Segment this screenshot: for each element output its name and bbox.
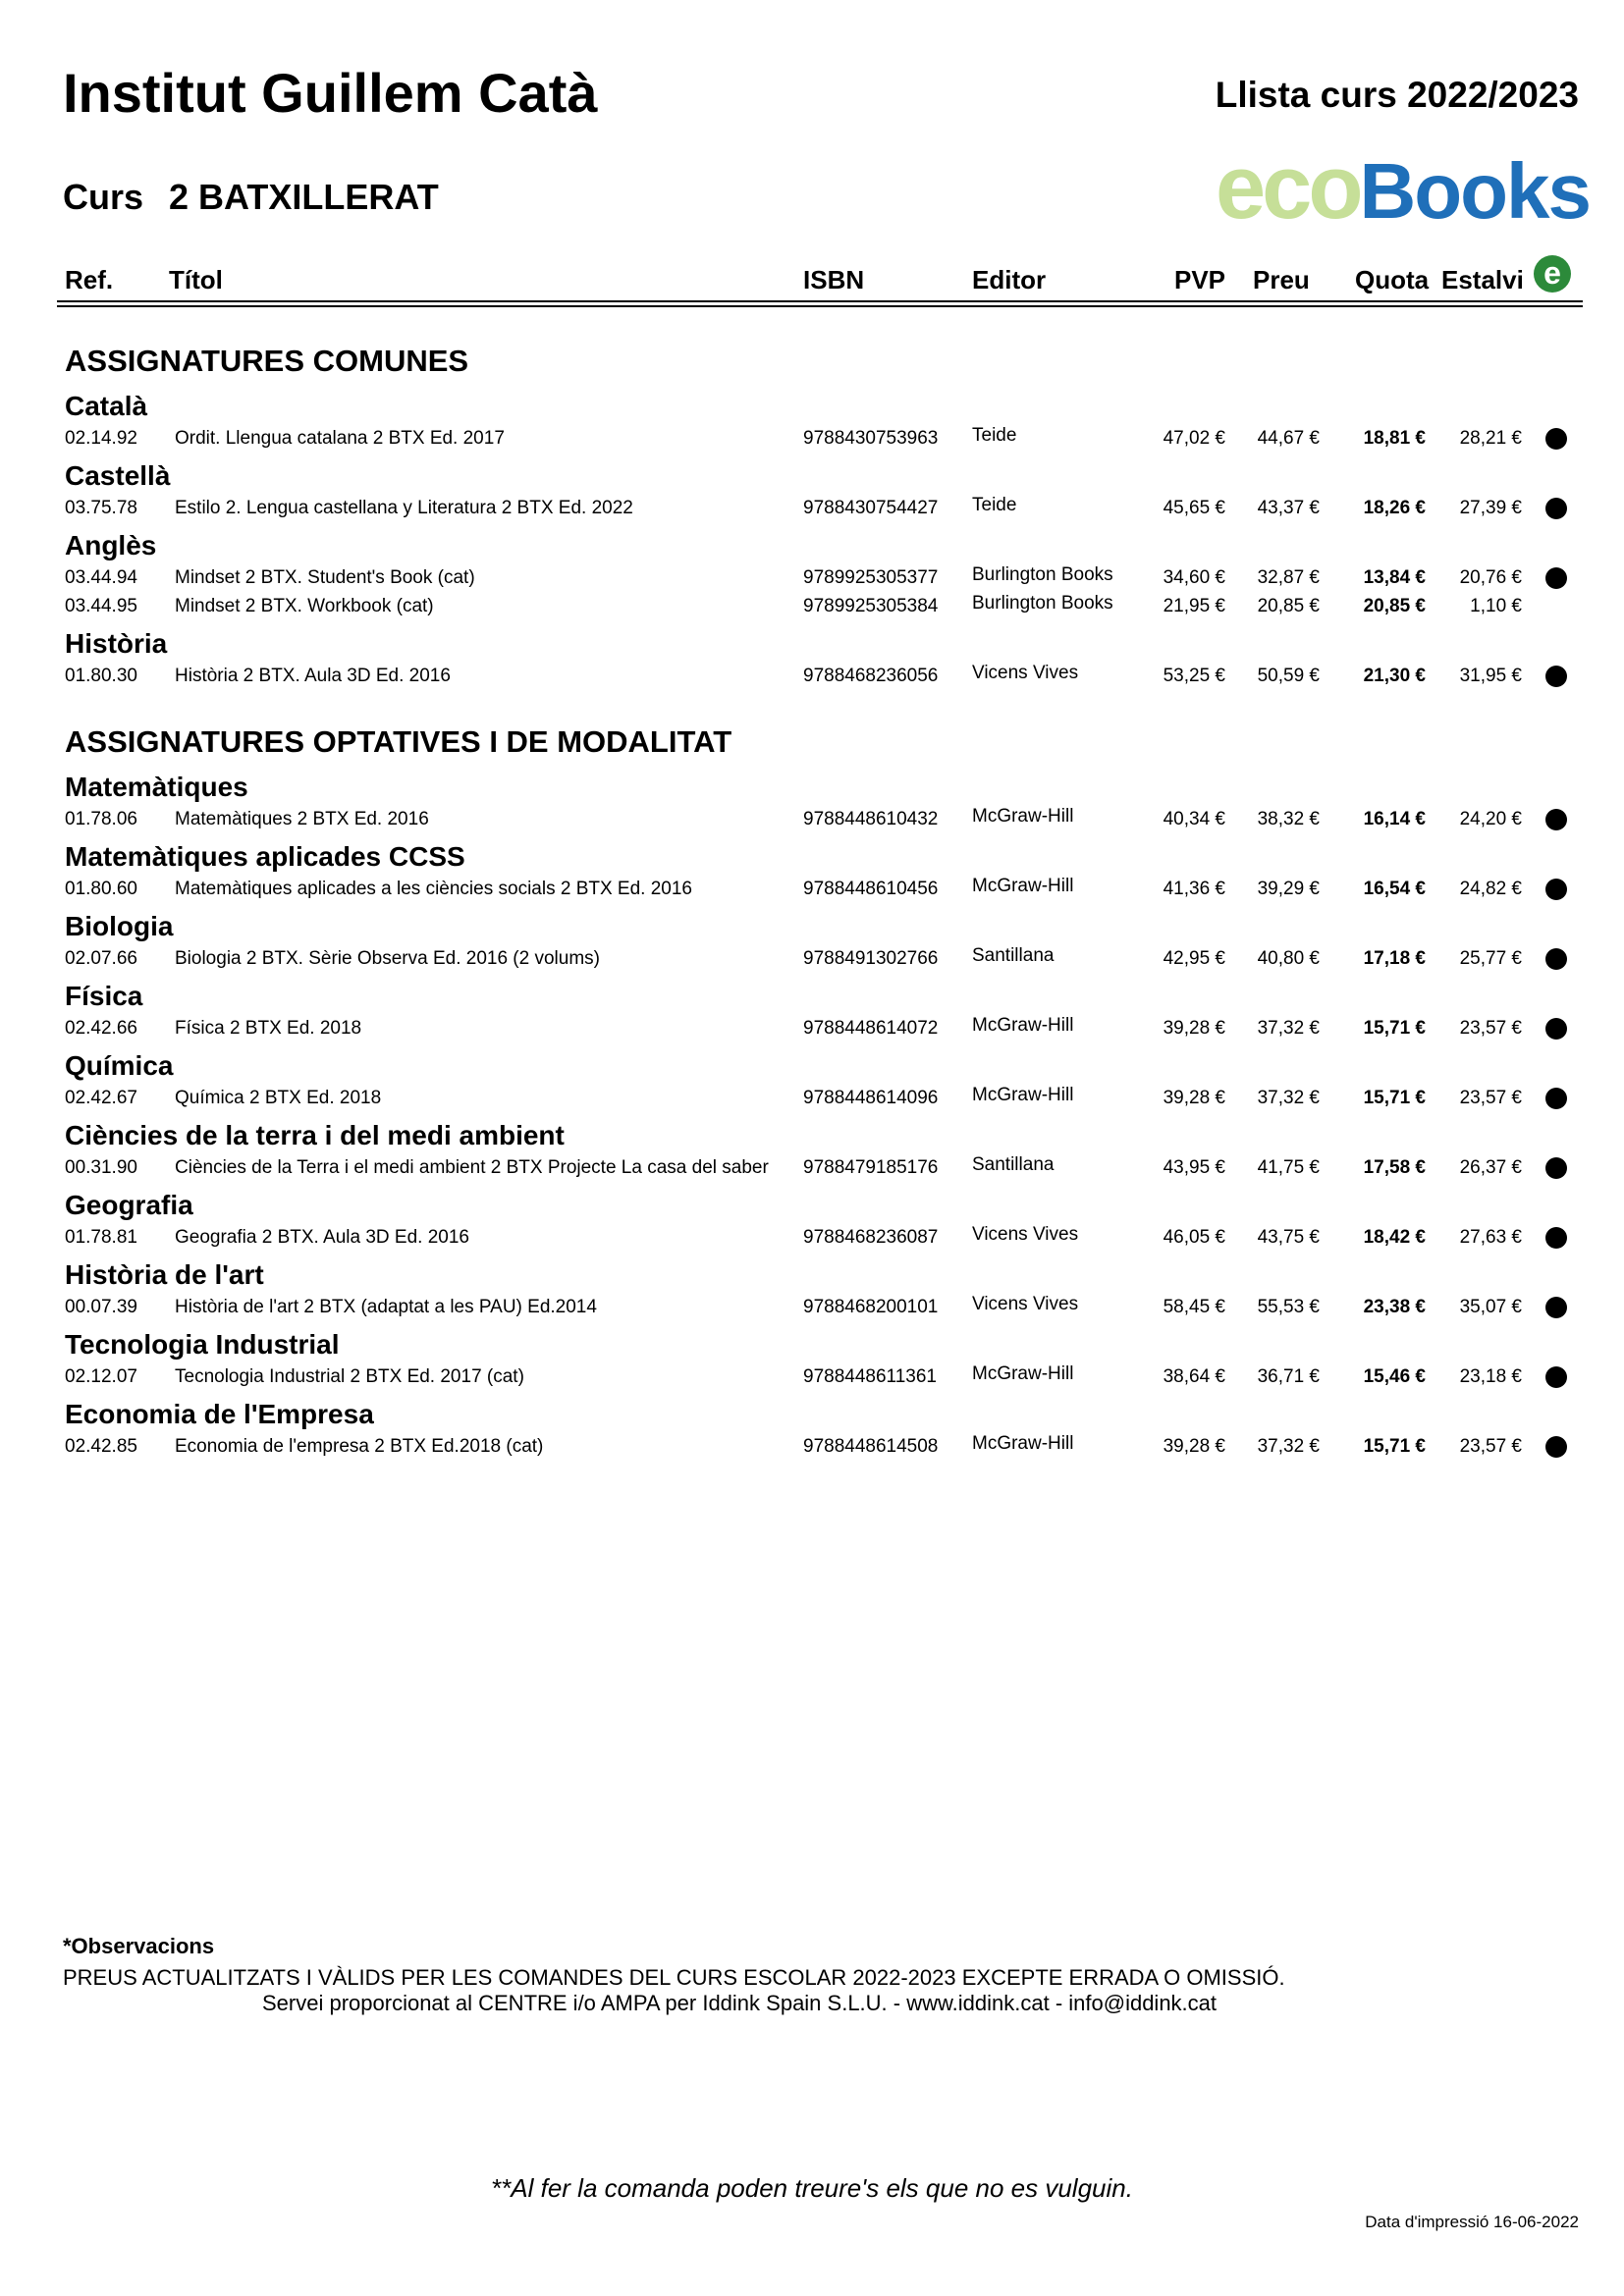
book-isbn: 9788448610456 [803, 879, 939, 899]
book-pvp: 39,28 € [1163, 1018, 1225, 1039]
book-row [0, 663, 1624, 691]
footnote: **Al fer la comanda poden treure's els que no es vulguin. [491, 2173, 1133, 2203]
book-quota: 20,85 € [1363, 596, 1426, 616]
book-ref: 01.80.30 [65, 666, 137, 686]
book-title: Mindset 2 BTX. Workbook (cat) [175, 596, 434, 616]
ecobooks-logo [1216, 137, 1591, 238]
book-ref: 02.12.07 [65, 1366, 137, 1387]
book-estalvi: 28,21 € [1459, 428, 1522, 449]
book-preu: 37,32 € [1257, 1088, 1320, 1108]
book-quota: 13,84 € [1363, 567, 1426, 588]
book-ref: 02.14.92 [65, 428, 137, 449]
availability-dot-icon [1545, 1088, 1567, 1109]
book-preu: 20,85 € [1257, 596, 1320, 616]
column-header-title: Títol [169, 265, 223, 294]
book-ref: 01.80.60 [65, 879, 137, 899]
subject-title: Tecnologia Industrial [65, 1329, 340, 1360]
print-date: Data d'impressió 16-06-2022 [1365, 2213, 1579, 2231]
book-preu: 38,32 € [1257, 809, 1320, 829]
book-isbn: 9788430753963 [803, 428, 939, 449]
subject-title: Química [65, 1050, 174, 1081]
school-name: Institut Guillem Catà [63, 62, 598, 124]
book-quota: 17,58 € [1363, 1157, 1426, 1178]
availability-dot-icon [1545, 1297, 1567, 1318]
book-pvp: 47,02 € [1163, 428, 1225, 449]
book-preu: 55,53 € [1257, 1297, 1320, 1317]
book-isbn: 9788468236056 [803, 666, 939, 686]
availability-dot-icon [1545, 879, 1567, 900]
subject-title: Economia de l'Empresa [65, 1399, 374, 1429]
book-estalvi: 23,18 € [1459, 1366, 1522, 1387]
book-title: Història 2 BTX. Aula 3D Ed. 2016 [175, 666, 451, 686]
book-isbn: 9788491302766 [803, 948, 939, 969]
book-isbn: 9788479185176 [803, 1157, 939, 1178]
book-preu: 43,75 € [1257, 1227, 1320, 1248]
availability-dot-icon [1545, 567, 1567, 589]
book-isbn: 9788468200101 [803, 1297, 939, 1317]
book-pvp: 53,25 € [1163, 666, 1225, 686]
column-header-isbn: ISBN [803, 265, 865, 294]
book-estalvi: 35,07 € [1459, 1297, 1522, 1317]
book-ref: 02.07.66 [65, 948, 137, 969]
book-isbn: 9788448610432 [803, 809, 939, 829]
book-title: Física 2 BTX Ed. 2018 [175, 1018, 362, 1039]
section-title: ASSIGNATURES COMUNES [65, 344, 469, 378]
book-row [0, 1294, 1624, 1322]
book-ref: 02.42.85 [65, 1436, 137, 1457]
book-pvp: 34,60 € [1163, 567, 1225, 588]
book-ref: 03.75.78 [65, 498, 137, 518]
book-ref: 00.07.39 [65, 1297, 137, 1317]
book-pvp: 42,95 € [1163, 948, 1225, 969]
book-ref: 03.44.95 [65, 596, 137, 616]
subject-title: Geografia [65, 1190, 193, 1220]
book-estalvi: 1,10 € [1470, 596, 1522, 616]
book-row [0, 806, 1624, 834]
book-editor: McGraw-Hill [972, 1015, 1074, 1036]
book-preu: 40,80 € [1257, 948, 1320, 969]
book-isbn: 9789925305377 [803, 567, 939, 588]
book-pvp: 39,28 € [1163, 1088, 1225, 1108]
book-title: Geografia 2 BTX. Aula 3D Ed. 2016 [175, 1227, 469, 1248]
book-editor: McGraw-Hill [972, 876, 1074, 896]
course-label: Curs [63, 177, 144, 217]
book-estalvi: 23,57 € [1459, 1436, 1522, 1457]
book-estalvi: 23,57 € [1459, 1088, 1522, 1108]
subject-title: Ciències de la terra i del medi ambient [65, 1120, 565, 1150]
book-preu: 50,59 € [1257, 666, 1320, 686]
availability-dot-icon [1545, 666, 1567, 687]
book-title: Estilo 2. Lengua castellana y Literatura 2 BTX Ed. 2022 [175, 498, 633, 518]
service-text: Servei proporcionat al CENTRE i/o AMPA per Iddink Spain S.L.U. - www.iddink.cat - info@iddink.cat [262, 1991, 1218, 2015]
availability-dot-icon [1545, 1366, 1567, 1388]
book-estalvi: 24,20 € [1459, 809, 1522, 829]
book-row [0, 1433, 1624, 1462]
book-row [0, 495, 1624, 523]
book-title: Història de l'art 2 BTX (adaptat a les PAU) Ed.2014 [175, 1297, 597, 1317]
book-pvp: 40,34 € [1163, 809, 1225, 829]
book-row [0, 1224, 1624, 1253]
book-title: Matemàtiques aplicades a les ciències socials 2 BTX Ed. 2016 [175, 879, 692, 899]
ecobooks-e-icon: e [1534, 255, 1571, 293]
course-year: Llista curs 2022/2023 [1215, 75, 1579, 115]
book-preu: 41,75 € [1257, 1157, 1320, 1178]
book-title: Ciències de la Terra i el medi ambient 2 BTX Projecte La casa del saber [175, 1157, 769, 1178]
header-rule-bottom [57, 305, 1583, 307]
book-row [0, 945, 1624, 974]
book-pvp: 45,65 € [1163, 498, 1225, 518]
book-quota: 18,42 € [1363, 1227, 1426, 1248]
book-pvp: 43,95 € [1163, 1157, 1225, 1178]
book-quota: 17,18 € [1363, 948, 1426, 969]
book-row [0, 1085, 1624, 1113]
book-estalvi: 20,76 € [1459, 567, 1522, 588]
book-editor: Burlington Books [972, 593, 1113, 614]
logo-books: Books [1359, 147, 1591, 235]
availability-dot-icon [1545, 948, 1567, 970]
book-title: Tecnologia Industrial 2 BTX Ed. 2017 (cat) [175, 1366, 524, 1387]
book-estalvi: 27,39 € [1459, 498, 1522, 518]
column-header-pvp: PVP [1174, 265, 1226, 294]
subject-title: Història [65, 628, 168, 659]
book-title: Química 2 BTX Ed. 2018 [175, 1088, 382, 1108]
book-estalvi: 24,82 € [1459, 879, 1522, 899]
book-ref: 02.42.66 [65, 1018, 137, 1039]
column-header-editor: Editor [972, 265, 1047, 294]
availability-dot-icon [1545, 809, 1567, 830]
book-row [0, 425, 1624, 454]
availability-dot-icon [1545, 1018, 1567, 1040]
book-estalvi: 31,95 € [1459, 666, 1522, 686]
column-header-quota: Quota [1355, 265, 1430, 294]
book-row [0, 876, 1624, 904]
course-line [63, 177, 439, 218]
book-title: Mindset 2 BTX. Student's Book (cat) [175, 567, 475, 588]
book-title: Ordit. Llengua catalana 2 BTX Ed. 2017 [175, 428, 505, 449]
book-estalvi: 26,37 € [1459, 1157, 1522, 1178]
subject-title: Anglès [65, 530, 157, 561]
book-ref: 02.42.67 [65, 1088, 137, 1108]
subject-title: Català [65, 391, 148, 421]
book-quota: 16,54 € [1363, 879, 1426, 899]
book-title: Matemàtiques 2 BTX Ed. 2016 [175, 809, 429, 829]
subject-title: Matemàtiques [65, 772, 248, 802]
book-row [0, 1363, 1624, 1392]
book-editor: Teide [972, 495, 1017, 515]
book-row [0, 1015, 1624, 1043]
book-quota: 15,71 € [1363, 1088, 1426, 1108]
book-quota: 23,38 € [1363, 1297, 1426, 1317]
book-isbn: 9789925305384 [803, 596, 939, 616]
book-estalvi: 25,77 € [1459, 948, 1522, 969]
book-estalvi: 27,63 € [1459, 1227, 1522, 1248]
book-pvp: 39,28 € [1163, 1436, 1225, 1457]
book-quota: 18,81 € [1363, 428, 1426, 449]
book-quota: 15,71 € [1363, 1018, 1426, 1039]
book-editor: Santillana [972, 945, 1055, 966]
subject-title: Matemàtiques aplicades CCSS [65, 841, 465, 872]
section-title: ASSIGNATURES OPTATIVES I DE MODALITAT [65, 724, 732, 759]
book-editor: McGraw-Hill [972, 1433, 1074, 1454]
book-editor: Burlington Books [972, 564, 1113, 585]
book-quota: 16,14 € [1363, 809, 1426, 829]
book-preu: 44,67 € [1257, 428, 1320, 449]
book-ref: 00.31.90 [65, 1157, 137, 1178]
availability-dot-icon [1545, 1227, 1567, 1249]
book-isbn: 9788468236087 [803, 1227, 939, 1248]
book-quota: 15,46 € [1363, 1366, 1426, 1387]
header-rule-top [57, 300, 1583, 302]
subject-title: Història de l'art [65, 1259, 264, 1290]
book-isbn: 9788448614096 [803, 1088, 939, 1108]
subject-title: Biologia [65, 911, 174, 941]
book-isbn: 9788430754427 [803, 498, 939, 518]
book-preu: 32,87 € [1257, 567, 1320, 588]
observations-text: PREUS ACTUALITZATS I VÀLIDS PER LES COMANDES DEL CURS ESCOLAR 2022-2023 EXCEPTE ERRADA O OMISSIÓ. [63, 1965, 1285, 1990]
book-row [0, 593, 1624, 621]
book-pvp: 58,45 € [1163, 1297, 1225, 1317]
book-title: Economia de l'empresa 2 BTX Ed.2018 (cat) [175, 1436, 544, 1457]
column-header-ref: Ref. [65, 265, 114, 294]
book-preu: 43,37 € [1257, 498, 1320, 518]
course-value: 2 BATXILLERAT [169, 177, 439, 217]
book-ref: 03.44.94 [65, 567, 137, 588]
book-quota: 21,30 € [1363, 666, 1426, 686]
book-pvp: 21,95 € [1163, 596, 1225, 616]
book-pvp: 38,64 € [1163, 1366, 1225, 1387]
book-isbn: 9788448611361 [803, 1366, 937, 1387]
book-ref: 01.78.06 [65, 809, 137, 829]
availability-dot-icon [1545, 1157, 1567, 1179]
book-title: Biologia 2 BTX. Sèrie Observa Ed. 2016 (2 volums) [175, 948, 600, 969]
availability-dot-icon [1545, 428, 1567, 450]
book-preu: 37,32 € [1257, 1018, 1320, 1039]
book-preu: 36,71 € [1257, 1366, 1320, 1387]
logo-eco: eco [1216, 137, 1360, 238]
book-editor: McGraw-Hill [972, 1363, 1074, 1384]
book-editor: Teide [972, 425, 1017, 446]
book-pvp: 41,36 € [1163, 879, 1225, 899]
column-header-preu: Preu [1253, 265, 1310, 294]
book-editor: Vicens Vives [972, 1224, 1079, 1245]
subject-title: Castellà [65, 460, 171, 491]
book-editor: McGraw-Hill [972, 806, 1074, 827]
book-row [0, 1154, 1624, 1183]
column-header-estalvi: Estalvi [1441, 265, 1524, 294]
availability-dot-icon [1545, 498, 1567, 519]
book-preu: 37,32 € [1257, 1436, 1320, 1457]
subject-title: Física [65, 981, 143, 1011]
book-row [0, 564, 1624, 593]
book-editor: Vicens Vives [972, 1294, 1079, 1314]
book-pvp: 46,05 € [1163, 1227, 1225, 1248]
book-editor: McGraw-Hill [972, 1085, 1074, 1105]
book-ref: 01.78.81 [65, 1227, 137, 1248]
book-preu: 39,29 € [1257, 879, 1320, 899]
book-quota: 18,26 € [1363, 498, 1426, 518]
book-isbn: 9788448614508 [803, 1436, 939, 1457]
book-isbn: 9788448614072 [803, 1018, 939, 1039]
observations-title: *Observacions [63, 1934, 215, 1958]
book-editor: Santillana [972, 1154, 1055, 1175]
book-estalvi: 23,57 € [1459, 1018, 1522, 1039]
availability-dot-icon [1545, 1436, 1567, 1458]
book-quota: 15,71 € [1363, 1436, 1426, 1457]
book-editor: Vicens Vives [972, 663, 1079, 683]
